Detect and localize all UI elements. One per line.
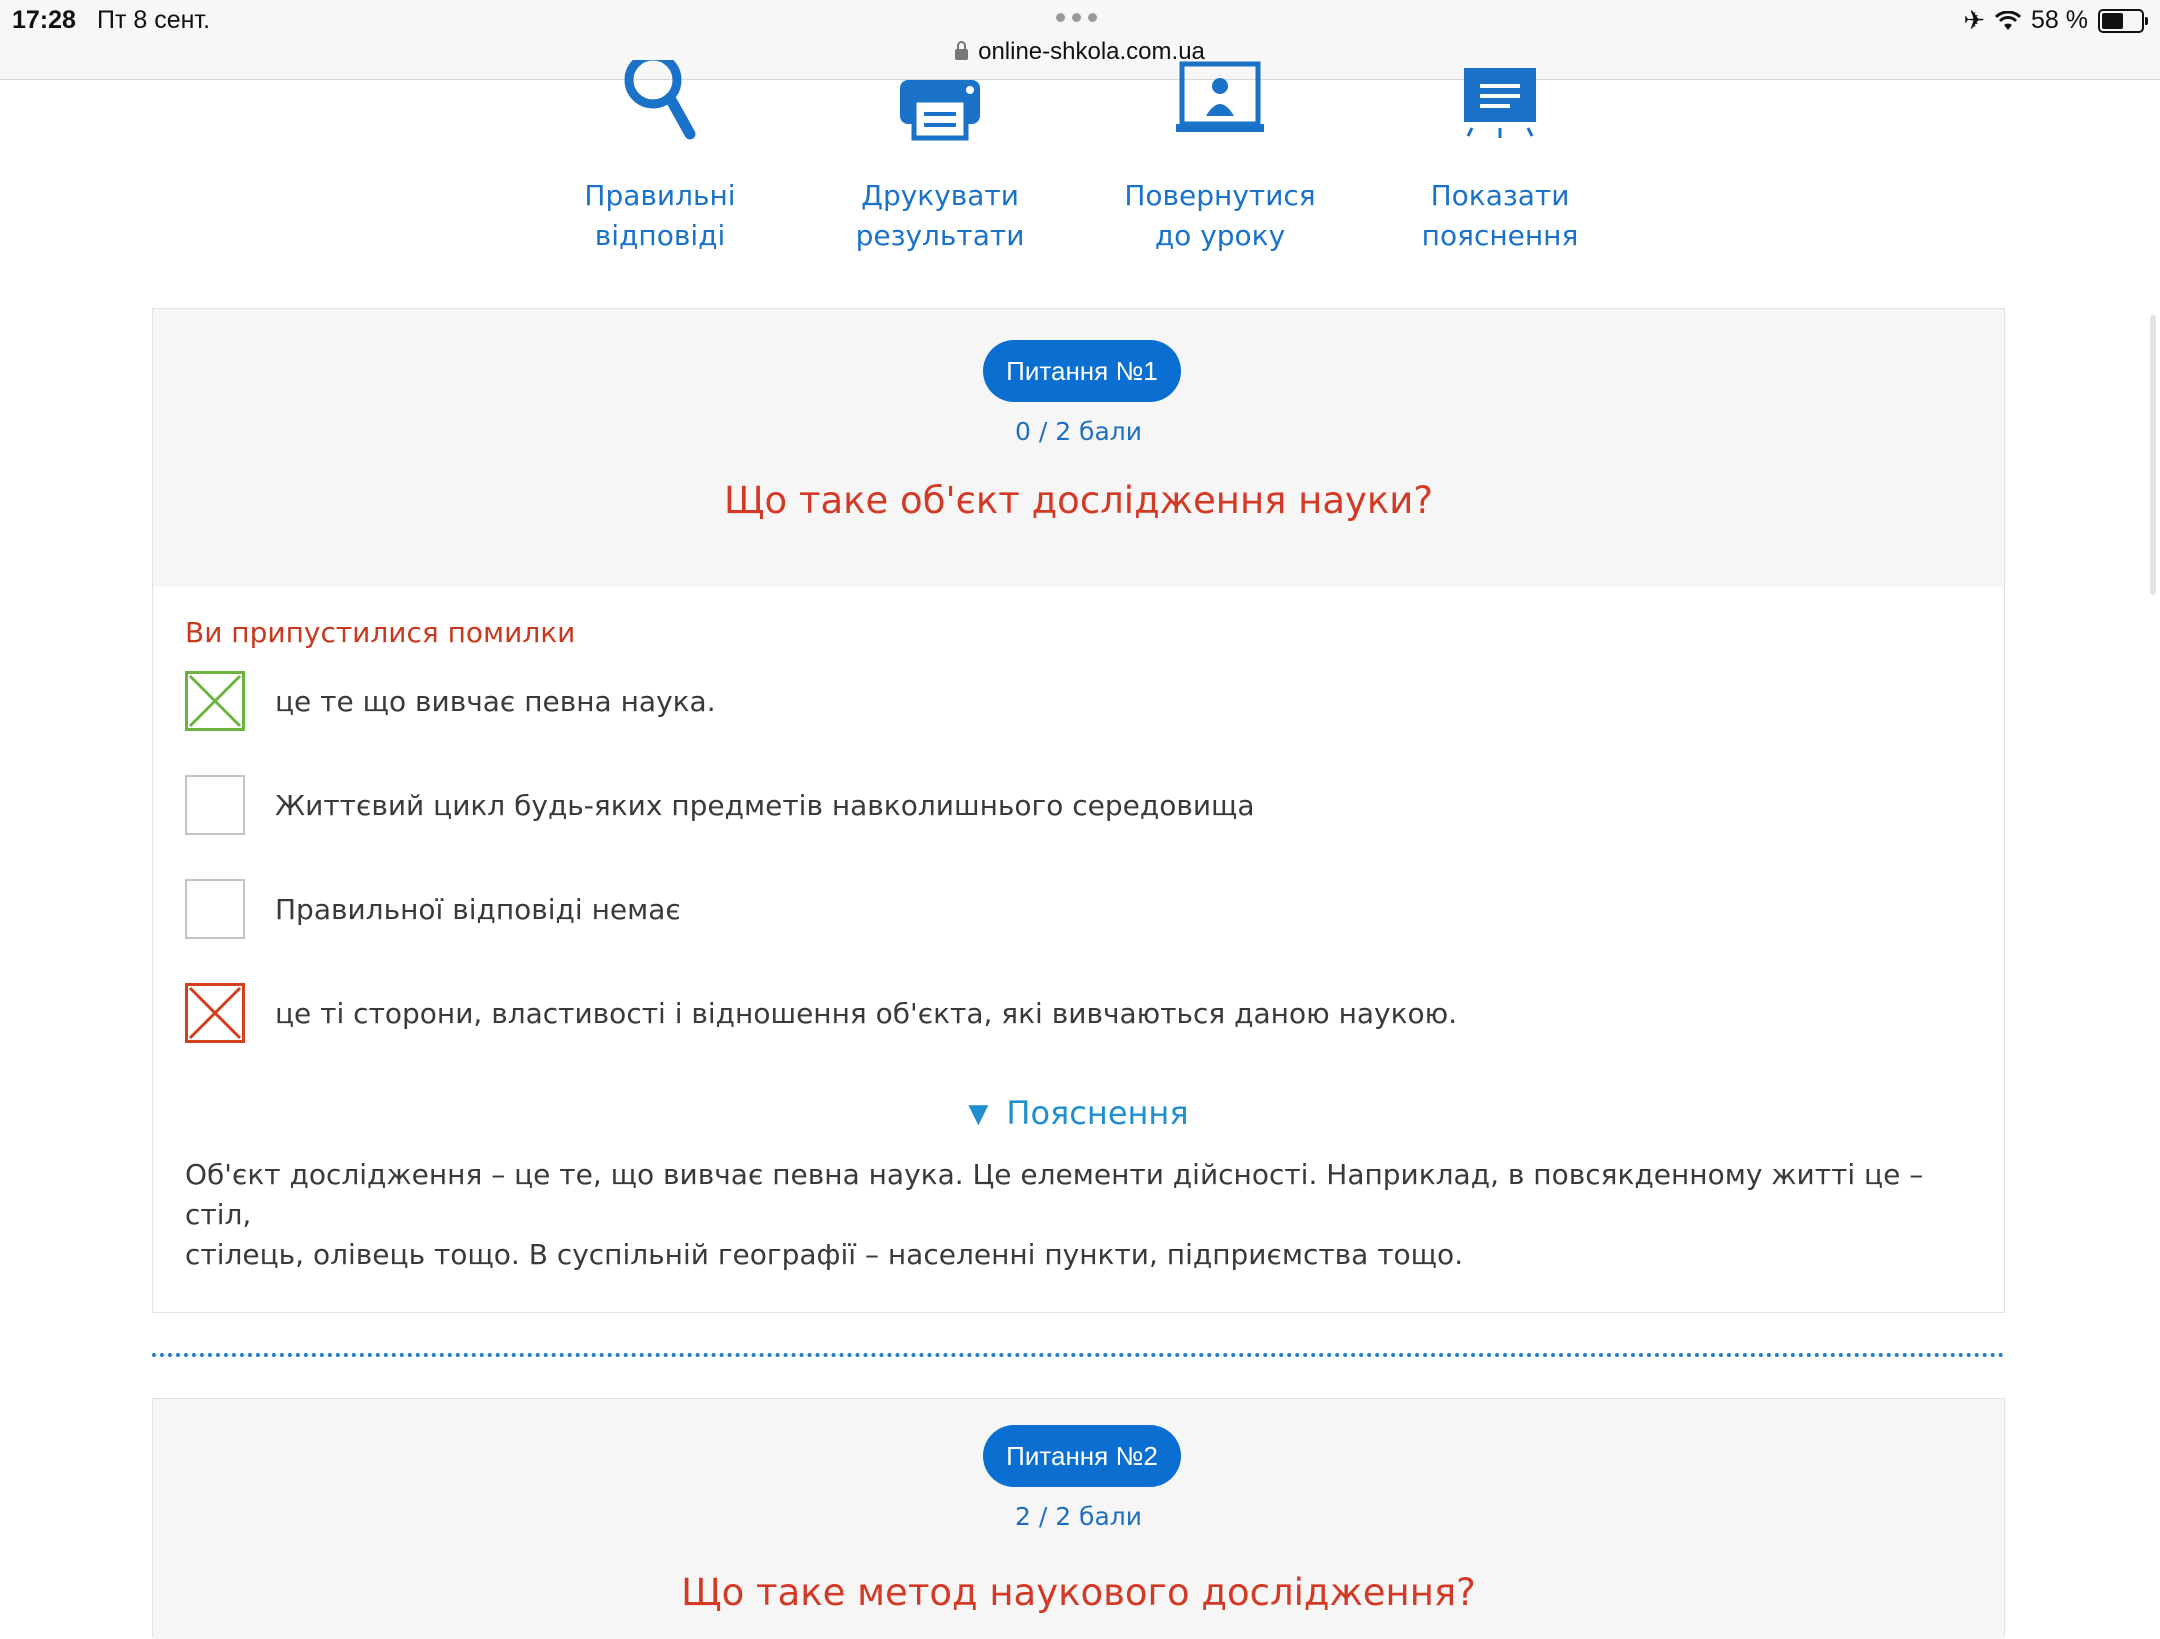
printer-icon — [820, 60, 1060, 142]
answer-option — [185, 879, 681, 939]
explanation-toggle-label: Пояснення — [1006, 1094, 1189, 1132]
status-date: Пт 8 сент. — [97, 6, 211, 34]
correct-answers-button[interactable] — [540, 60, 780, 256]
print-results-label-2: результати — [855, 219, 1025, 252]
print-results-button[interactable] — [820, 60, 1060, 256]
answer-option — [185, 775, 1255, 835]
checkbox-wrong-icon — [185, 983, 245, 1043]
explanation-text — [185, 1155, 1975, 1275]
explanation-toggle[interactable] — [153, 1094, 2004, 1132]
status-indicators — [1963, 5, 2144, 36]
triangle-down-icon: ▼ — [968, 1099, 989, 1129]
explanation-line-1: Об'єкт дослідження – це те, що вивчає певна наука. Це елементи дійсності. Наприклад, в повсякденному житті це – стіл, — [185, 1158, 1924, 1231]
page-scrollbar[interactable] — [2150, 315, 2156, 595]
question-separator — [152, 1353, 2005, 1357]
multitasking-dots-icon[interactable] — [1056, 13, 1097, 22]
question-card-2 — [152, 1398, 2005, 1638]
results-actions — [0, 60, 2160, 260]
teacher-board-icon — [1100, 60, 1340, 142]
battery-percent: 58 % — [2031, 6, 2088, 34]
correct-answers-label-2: відповіді — [594, 219, 726, 252]
question-number-badge: Питання №2 — [983, 1425, 1181, 1487]
show-explanation-label-2: пояснення — [1421, 219, 1579, 252]
mistake-note: Ви припустилися помилки — [185, 616, 576, 649]
answer-option-text: це те що вивчає певна наука. — [275, 684, 716, 718]
question-title: Що таке метод наукового дослідження? — [681, 1571, 1476, 1614]
show-explanation-button[interactable] — [1380, 60, 1620, 256]
correct-answers-label-1: Правильні — [584, 179, 736, 212]
lock-icon — [955, 49, 968, 60]
battery-icon — [2098, 9, 2144, 33]
back-to-lesson-label-2: до уроку — [1154, 219, 1286, 252]
question-score: 0 / 2 бали — [1014, 417, 1143, 446]
answer-option-text: Правильної відповіді немає — [275, 892, 681, 926]
checkbox-correct-icon — [185, 671, 245, 731]
status-time: 17:28 — [12, 6, 76, 34]
question-card-1 — [152, 308, 2005, 1313]
explanation-line-2: стілець, олівець тощо. В суспільній географії – населенні пункти, підприємства тощо. — [185, 1238, 1464, 1271]
address-url: online-shkola.com.ua — [978, 38, 1205, 65]
question-header — [153, 1399, 2004, 1639]
print-results-label-1: Друкувати — [861, 179, 1019, 212]
question-header — [153, 309, 2004, 587]
checkbox-empty-icon — [185, 775, 245, 835]
question-score: 2 / 2 бали — [1014, 1502, 1143, 1531]
answer-option — [185, 671, 716, 731]
answer-option-text: Життєвий цикл будь-яких предметів навколишнього середовища — [275, 788, 1255, 822]
question-title: Що таке об'єкт дослідження науки? — [724, 479, 1433, 522]
answer-option-text: це ті сторони, властивості і відношення об'єкта, які вивчаються даною наукою. — [275, 996, 1458, 1030]
checkbox-empty-icon — [185, 879, 245, 939]
back-to-lesson-button[interactable] — [1100, 60, 1340, 256]
airplane-mode-icon: ✈ — [1963, 5, 1986, 35]
show-explanation-label-1: Показати — [1430, 179, 1570, 212]
back-to-lesson-label-1: Повернутися — [1124, 179, 1316, 212]
answer-option — [185, 983, 1457, 1043]
wifi-icon — [1995, 11, 2021, 31]
magnifier-icon — [540, 60, 780, 142]
presentation-icon — [1380, 60, 1620, 142]
question-number-badge: Питання №1 — [983, 340, 1181, 402]
